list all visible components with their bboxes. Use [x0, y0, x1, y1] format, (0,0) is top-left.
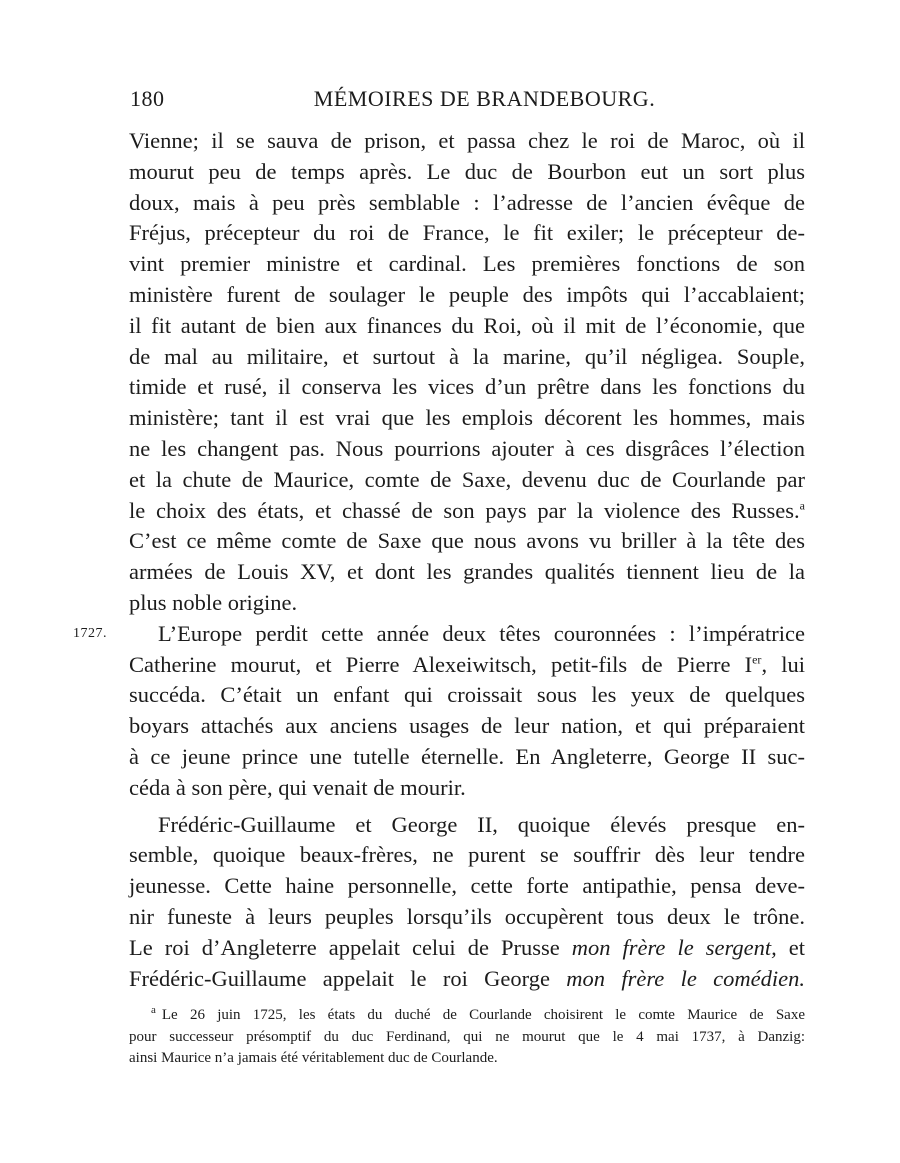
text-line: à ce jeune prince une tutelle éternelle. En Angleterre, George II suc- [129, 743, 805, 769]
text-line [129, 964, 805, 995]
text-line: ministère furent de soulager le peuple des impôts qui l’accablaient; [129, 281, 805, 307]
text-line: succéda. C’était un enfant qui croissait sous les yeux de quelques [129, 682, 805, 708]
text-line: il fit autant de bien aux finances du Roi, où il mit de l’économie, que [129, 312, 805, 338]
margin-year-note: 1727. [73, 626, 107, 641]
text-line: céda à son père, qui venait de mourir. [129, 774, 466, 800]
text-line: plus noble origine. [129, 589, 298, 615]
text-line: mourut peu de temps après. Le duc de Bourbon eut un sort plus [129, 158, 805, 184]
text-line: semble, quoique beaux-frères, ne purent se souffrir dès leur tendre [129, 842, 805, 868]
text-line: ministère; tant il est vrai que les emplois décorent les hommes, mais [129, 405, 805, 431]
text-line: L’Europe perdit cette année deux têtes couronnées : l’impératrice [158, 620, 805, 646]
text-line: nir funeste à leurs peuples lorsqu’ils occupèrent tous deux le trône. [129, 903, 805, 929]
text-line: vint premier ministre et cardinal. Les premières fonctions de son [129, 251, 805, 277]
text-line: armées de Louis XV, et dont les grandes qualités tiennent lieu de la [129, 559, 805, 585]
italic-quote: mon frère le sergent, [571, 934, 777, 960]
italic-quote: mon frère le comédien. [566, 965, 805, 991]
footnote-text: Le 26 juin 1725, les états du duché de Courlande choisirent le comte Maurice de Saxe [161, 1007, 805, 1023]
page-number: 180 [130, 86, 165, 111]
footnote-mark: a [151, 1004, 156, 1016]
text-line: de mal au militaire, et surtout à la marine, qu’il négligea. Souple, [129, 343, 805, 369]
body-text [129, 126, 805, 994]
text-line: et la chute de Maurice, comte de Saxe, devenu duc de Courlande par [129, 466, 805, 492]
text-line: boyars attachés aux anciens usages de leur nation, et qui préparaient [129, 713, 805, 739]
running-title: MÉMOIRES DE BRANDEBOURG. [313, 86, 656, 111]
text-fragment: , lui [761, 651, 805, 677]
text-line: Fréjus, précepteur du roi de France, le fit exiler; le précepteur de- [129, 220, 805, 246]
footnote-line [129, 1005, 805, 1027]
ordinal-superscript: er [752, 652, 762, 667]
text-line-body: le choix des états, et chassé de son pays par la violence des Russes. [129, 497, 800, 523]
footnote-reference: a [799, 498, 805, 513]
text-line: Vienne; il se sauva de prison, et passa chez le roi de Maroc, où il [129, 128, 805, 153]
text-fragment: Catherine mourut, et Pierre Alexeiwitsch, petit-fils de Pierre I [129, 651, 753, 677]
text-line [129, 933, 805, 964]
text-line: doux, mais à peu près semblable : l’adresse de l’ancien évêque de [129, 189, 805, 215]
text-fragment: Frédéric-Guillaume appelait le roi George [129, 965, 567, 991]
footnote [129, 1005, 805, 1070]
text-fragment: Le roi d’Angleterre appelait celui de Prusse [129, 934, 572, 960]
text-line [129, 650, 805, 681]
text-line: jeunesse. Cette haine personnelle, cette forte antipathie, pensa deve- [129, 873, 805, 899]
text-line: Frédéric-Guillaume et George II, quoique élevés presque en- [158, 811, 805, 837]
text-line: ne les changent pas. Nous pourrions ajouter à ces disgrâces l’élection [129, 435, 805, 461]
running-head [130, 86, 805, 116]
text-fragment: et [776, 934, 805, 960]
text-line: timide et rusé, il conserva les vices d’un prêtre dans les fonctions du [129, 374, 805, 400]
footnote-line: ainsi Maurice n’a jamais été véritablement duc de Courlande. [129, 1050, 498, 1066]
footnote-line: pour successeur présomptif du duc Ferdinand, qui ne mourut que le 4 mai 1737, à Danzig: [129, 1028, 805, 1045]
text-line-with-footnote [129, 496, 805, 527]
text-line: C’est ce même comte de Saxe que nous avons vu briller à la tête des [129, 528, 805, 554]
